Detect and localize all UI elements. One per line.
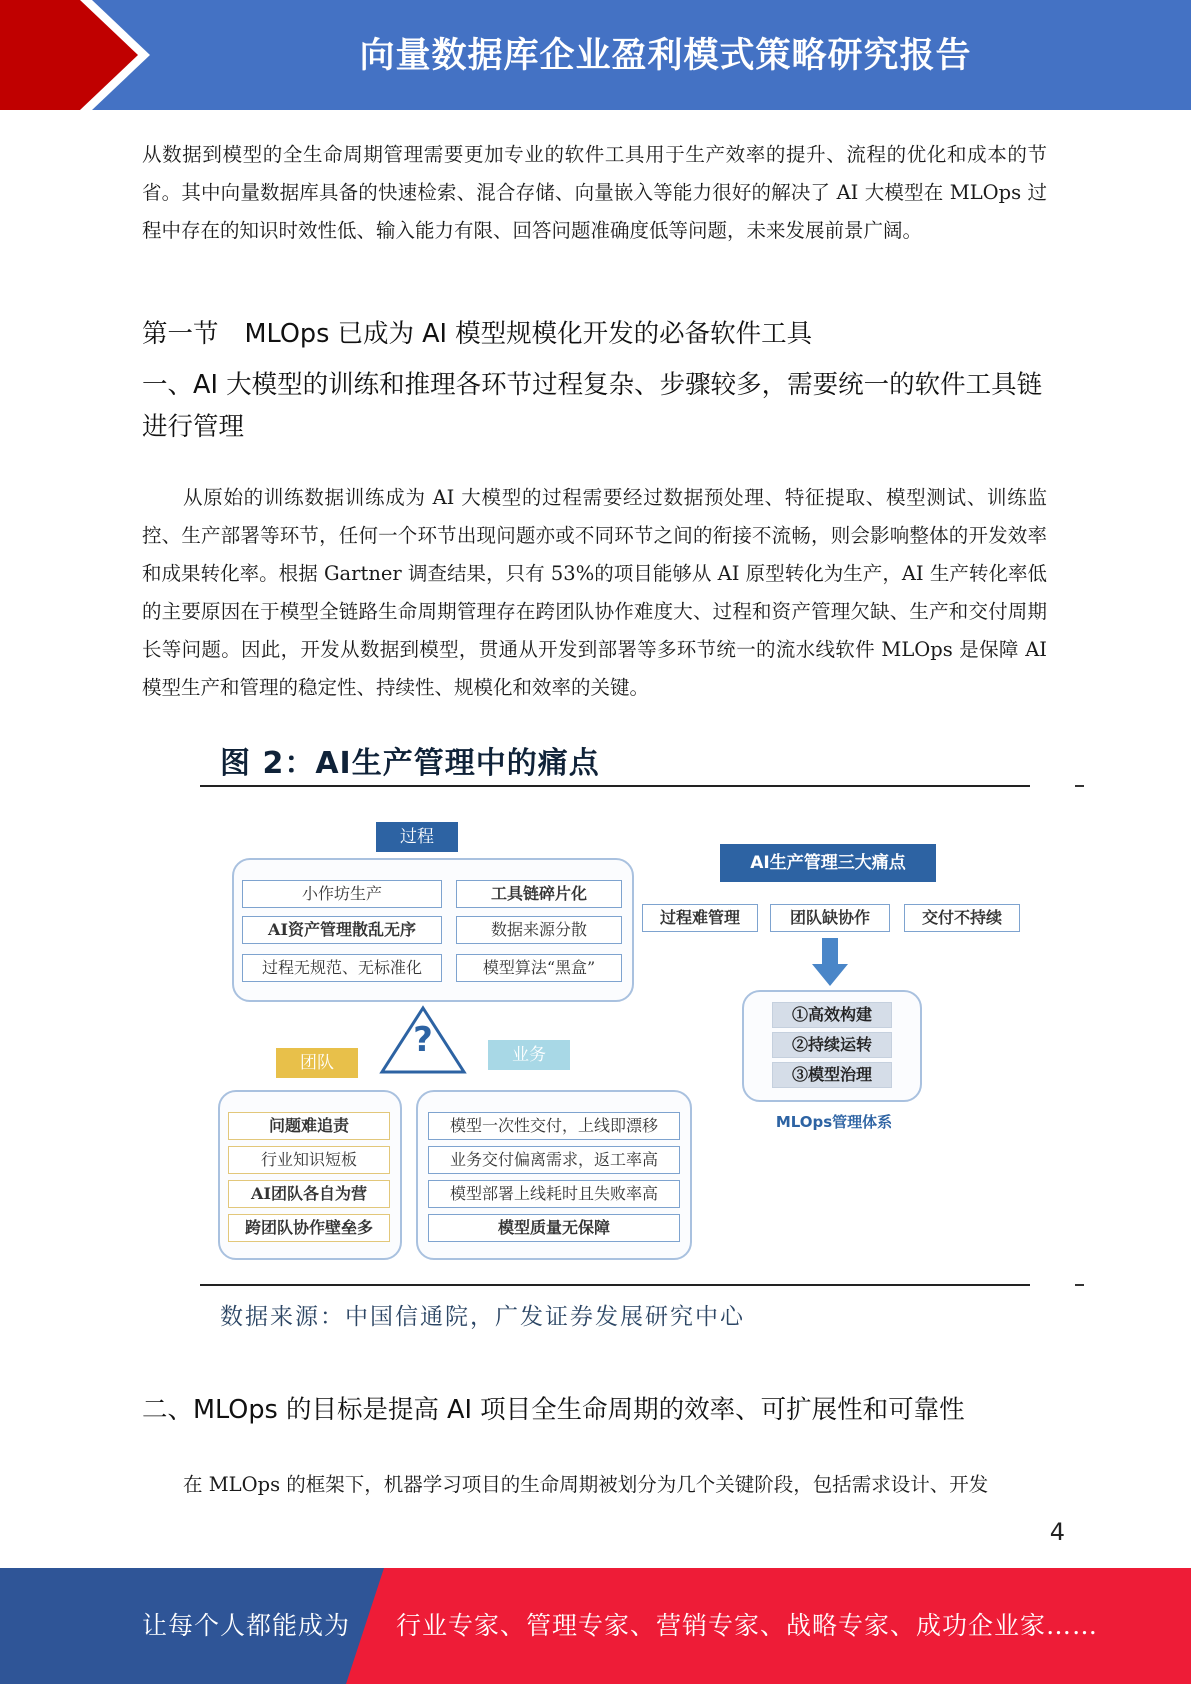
- figure-top-rule-tick: [1075, 785, 1084, 787]
- paragraph-1: 从原始的训练数据训练成为 AI 大模型的过程需要经过数据预处理、特征提取、模型测试、训练监控、生产部署等环节，任何一个环节出现问题亦或不同环节之间的衔接不流畅，则会影响整体的开发效率和成果转化率。根据 Gartner 调查结果，只有 53%的项目能够从 AI 原型转化为生产，AI 生产转化率低的主要原因在于模型全链路生命周期管理存在跨团队协作难度大、过程和资产管理欠缺、生产和交付周期长等问题。因此，开发从数据到模型，贯通从开发到部署等多环节统一的流水线软件 MLOps 是保障 AI 模型生产和管理的稳定性、持续性、规模化和效率的关键。: [142, 486, 1047, 699]
- team-tag: 团队: [276, 1048, 358, 1078]
- page-number: 4: [1049, 1518, 1065, 1546]
- team-item: 跨团队协作壁垒多: [228, 1214, 390, 1242]
- report-title: 向量数据库企业盈利模式策略研究报告: [359, 36, 972, 76]
- business-item: 模型质量无保障: [428, 1214, 680, 1242]
- page-header: [0, 0, 1191, 110]
- footer-slogan-left: 让每个人都能成为: [142, 1611, 351, 1640]
- figure-title: 图 2：AI生产管理中的痛点: [220, 746, 600, 781]
- pain-points-title: AI生产管理三大痛点: [720, 844, 936, 882]
- subheading-2: 二、MLOps 的目标是提高 AI 项目全生命周期的效率、可扩展性和可靠性: [142, 1395, 965, 1425]
- process-item: 工具链碎片化: [456, 880, 622, 908]
- team-item: 问题难追责: [228, 1112, 390, 1140]
- mlops-system-label: MLOps管理体系: [775, 1113, 893, 1131]
- process-item: AI资产管理散乱无序: [242, 916, 442, 944]
- section-title: MLOps 已成为 AI 模型规模化开发的必备软件工具: [244, 319, 813, 349]
- pain-points-diagram: [200, 800, 1080, 1260]
- business-item: 模型部署上线耗时且失败率高: [428, 1180, 680, 1208]
- section-heading: [142, 313, 1052, 355]
- process-item: 过程无规范、无标准化: [242, 954, 442, 982]
- process-tag: 过程: [376, 822, 458, 852]
- paragraph-2: 在 MLOps 的框架下，机器学习项目的生命周期被划分为几个关键阶段，包括需求设计、开发: [183, 1473, 989, 1496]
- subheading-1: 一、AI 大模型的训练和推理各环节过程复杂、步骤较多，需要统一的软件工具链进行管理: [142, 370, 1043, 442]
- question-mark: ?: [413, 1020, 433, 1060]
- pain-point: 交付不持续: [904, 904, 1020, 932]
- section-label: 第一节: [142, 319, 219, 349]
- pain-point: 过程难管理: [642, 904, 758, 932]
- process-item: 模型算法“黑盒”: [456, 954, 622, 982]
- business-tag: 业务: [488, 1040, 570, 1070]
- figure-bottom-rule: [200, 1284, 1030, 1286]
- mlops-step: ②持续运转: [772, 1032, 892, 1058]
- pain-point: 团队缺协作: [770, 904, 890, 932]
- down-arrow-icon: [810, 938, 850, 988]
- business-item: 模型一次性交付，上线即漂移: [428, 1112, 680, 1140]
- mlops-step: ①高效构建: [772, 1002, 892, 1028]
- footer-slogan-right: 行业专家、管理专家、营销专家、战略专家、成功企业家……: [396, 1611, 1099, 1640]
- page-footer: [0, 1568, 1191, 1684]
- business-item: 业务交付偏离需求，返工率高: [428, 1146, 680, 1174]
- team-item: AI团队各自为营: [228, 1180, 390, 1208]
- figure-bottom-rule-tick: [1075, 1284, 1084, 1286]
- process-item: 数据来源分散: [456, 916, 622, 944]
- intro-paragraph: 从数据到模型的全生命周期管理需要更加专业的软件工具用于生产效率的提升、流程的优化和成本的节省。其中向量数据库具备的快速检索、混合存储、向量嵌入等能力很好的解决了 AI 大模型在 MLOps 过程中存在的知识时效性低、输入能力有限、回答问题准确度低等问题，未来发展前景广阔。: [142, 143, 1047, 242]
- team-item: 行业知识短板: [228, 1146, 390, 1174]
- figure-source: 数据来源：中国信通院，广发证券发展研究中心: [220, 1304, 745, 1330]
- process-item: 小作坊生产: [242, 880, 442, 908]
- figure-top-rule: [200, 785, 1030, 787]
- mlops-step: ③模型治理: [772, 1062, 892, 1088]
